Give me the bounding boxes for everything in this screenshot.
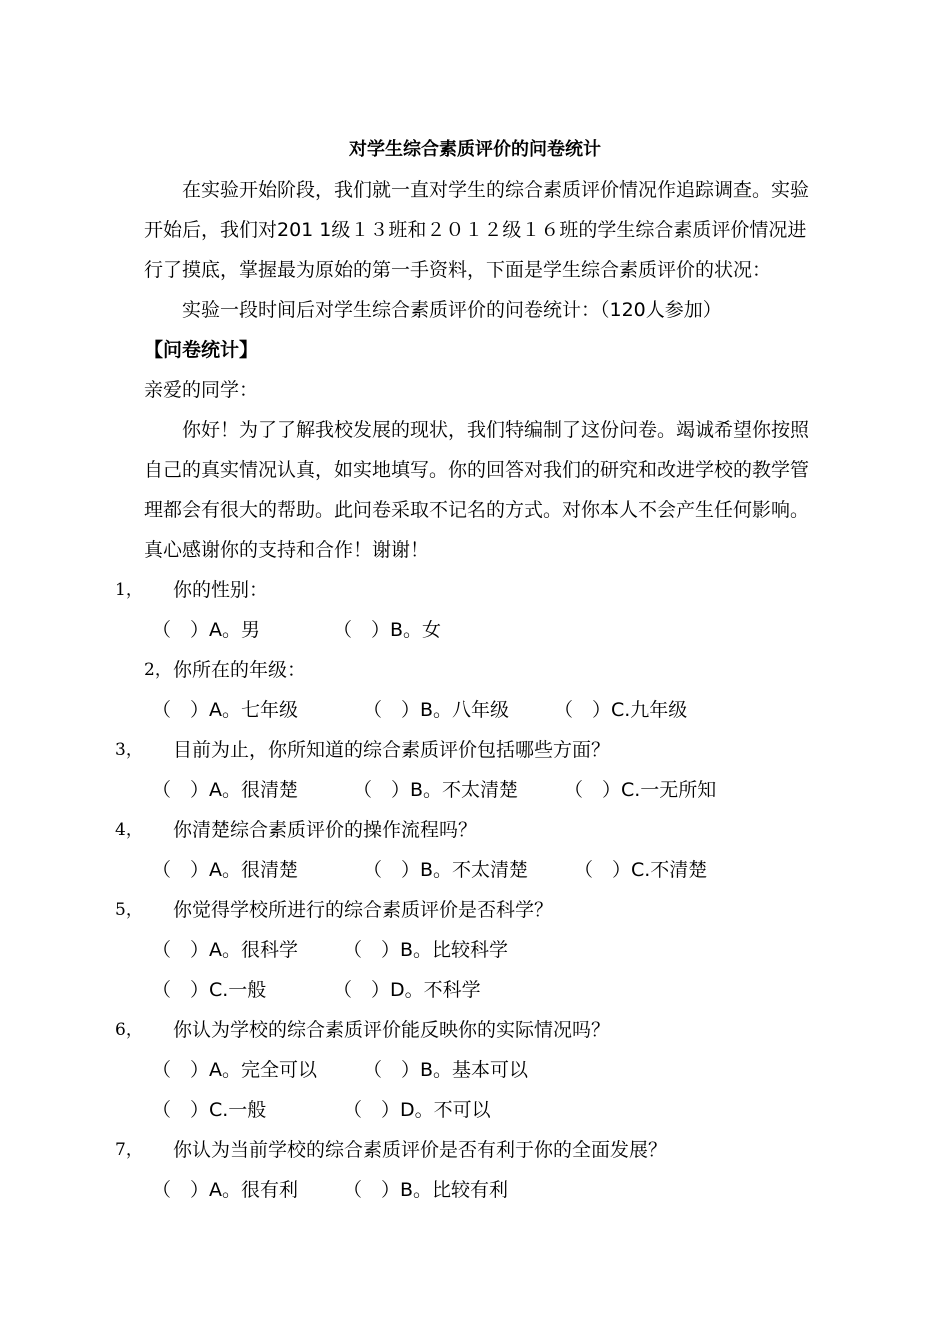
question-text: 你清楚综合素质评价的操作流程吗？ bbox=[173, 819, 478, 841]
option[interactable]: （ ）B。不太清楚 bbox=[353, 779, 519, 801]
question-text: 你认为当前学校的综合素质评价是否有利于你的全面发展？ bbox=[173, 1139, 668, 1161]
letter-line-3: 理都会有很大的帮助。此问卷采取不记名的方式。对你本人不会产生任何影响。 bbox=[144, 499, 810, 521]
intro-line-3: 行了摸底，掌握最为原始的第一手资料，下面是学生综合素质评价的状况： bbox=[144, 259, 772, 281]
question-text: 你认为学校的综合素质评价能反映你的实际情况吗？ bbox=[173, 1019, 611, 1041]
question-number: 7， bbox=[115, 1140, 143, 1160]
option[interactable]: （ ）B。女 bbox=[333, 619, 442, 641]
question-number: 3， bbox=[115, 740, 143, 760]
option[interactable]: （ ）D。不科学 bbox=[333, 979, 481, 1001]
option[interactable]: （ ）A。七年级 bbox=[152, 699, 298, 721]
option[interactable]: （ ）B。不太清楚 bbox=[363, 859, 529, 881]
question-text: 你的性别： bbox=[173, 579, 269, 601]
question-text: 你觉得学校所进行的综合素质评价是否科学？ bbox=[173, 899, 554, 921]
option[interactable]: （ ）A。男 bbox=[152, 619, 260, 641]
document-title: 对学生综合素质评价的问卷统计 bbox=[349, 139, 601, 160]
option[interactable]: （ ）B。比较科学 bbox=[343, 939, 509, 961]
option[interactable]: （ ）A。完全可以 bbox=[152, 1059, 317, 1081]
option[interactable]: （ ）B。基本可以 bbox=[363, 1059, 529, 1081]
option[interactable]: （ ）D。不可以 bbox=[343, 1099, 491, 1121]
option[interactable]: （ ）A。很科学 bbox=[152, 939, 298, 961]
option[interactable]: （ ）A。很有利 bbox=[152, 1179, 298, 1201]
intro-line-2: 开始后，我们对201 1级１３班和２０１２级１６班的学生综合素质评价情况进 bbox=[144, 219, 807, 241]
letter-line-1: 你好！为了了解我校发展的现状，我们特编制了这份问卷。竭诚希望你按照 bbox=[182, 419, 810, 441]
option[interactable]: （ ）C.一般 bbox=[152, 1099, 267, 1121]
intro-line-4: 实验一段时间后对学生综合素质评价的问卷统计：（120人参加） bbox=[182, 299, 722, 321]
greeting: 亲爱的同学： bbox=[144, 379, 259, 401]
question-number: 5， bbox=[115, 900, 143, 920]
option[interactable]: （ ）A。很清楚 bbox=[152, 859, 298, 881]
option[interactable]: （ ）C.九年级 bbox=[554, 699, 688, 721]
option[interactable]: （ ）B。比较有利 bbox=[343, 1179, 509, 1201]
option[interactable]: （ ）C.一无所知 bbox=[564, 779, 717, 801]
option[interactable]: （ ）C.一般 bbox=[152, 979, 267, 1001]
option[interactable]: （ ）A。很清楚 bbox=[152, 779, 298, 801]
letter-line-4: 真心感谢你的支持和合作！谢谢！ bbox=[144, 539, 430, 561]
question-number: 1， bbox=[115, 580, 143, 600]
question-number: 6， bbox=[115, 1020, 143, 1040]
question-text: 目前为止，你所知道的综合素质评价包括哪些方面？ bbox=[173, 739, 611, 761]
option[interactable]: （ ）B。八年级 bbox=[363, 699, 510, 721]
question-number: 4， bbox=[115, 820, 143, 840]
intro-line-1: 在实验开始阶段，我们就一直对学生的综合素质评价情况作追踪调查。实验 bbox=[182, 179, 810, 201]
section-heading: 【问卷统计】 bbox=[144, 339, 259, 361]
option[interactable]: （ ）C.不清楚 bbox=[574, 859, 708, 881]
question-text: 你所在的年级： bbox=[173, 659, 307, 681]
question-number: 2， bbox=[144, 660, 172, 680]
letter-line-2: 自己的真实情况认真，如实地填写。你的回答对我们的研究和改进学校的教学管 bbox=[144, 459, 810, 481]
